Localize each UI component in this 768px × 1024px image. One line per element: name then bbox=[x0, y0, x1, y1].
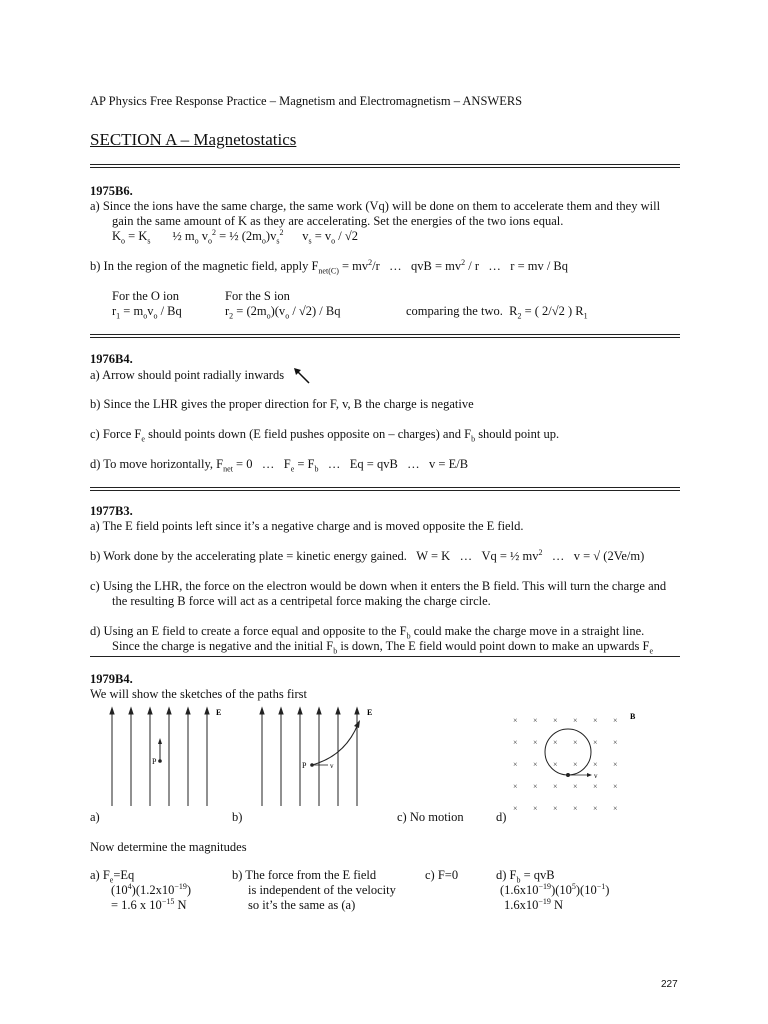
s-ion-label: For the S ion bbox=[225, 289, 290, 303]
svg-text:×: × bbox=[573, 760, 578, 769]
svg-text:×: × bbox=[573, 738, 578, 747]
svg-text:×: × bbox=[553, 760, 558, 769]
magnitude-a-line2: $(10^4)(1.2x10^{-19})$ bbox=[111, 881, 192, 897]
page-number: 227 bbox=[661, 979, 678, 990]
magnitude-a bbox=[90, 868, 191, 913]
magnitude-d-line2: $(1.6x10^{-19})(10^5)(10^{-1})$ bbox=[500, 881, 610, 897]
answer-a: a) The E field points left since it’s a negative charge and is moved opposite the E field. bbox=[90, 519, 524, 533]
problem-title: 1977B3. bbox=[90, 504, 133, 518]
svg-text:×: × bbox=[573, 716, 578, 725]
answer-a-line2: gain the same amount of K as they are accelerating. Set the energies of the two ions equal. bbox=[112, 214, 564, 228]
magnitude-d-line1: d) $F_b$ = qvB bbox=[496, 868, 555, 885]
field-label: E bbox=[216, 708, 222, 717]
svg-text:×: × bbox=[533, 716, 538, 725]
field-label: E bbox=[367, 708, 373, 717]
svg-text:×: × bbox=[573, 782, 578, 791]
svg-text:×: × bbox=[553, 782, 558, 791]
sketch-c-label: c) No motion bbox=[397, 810, 464, 824]
magnitude-c: c) F=0 bbox=[425, 868, 459, 882]
velocity-label: v bbox=[594, 772, 598, 780]
problem-title: 1979B4. bbox=[90, 672, 133, 686]
answer-d-line1: d) Using an E field to create a force equal and opposite to the $F_b$ could make the charge move in a straight line. bbox=[90, 624, 645, 641]
divider bbox=[90, 164, 680, 168]
svg-text:×: × bbox=[533, 804, 538, 813]
arrow-inward-icon bbox=[291, 367, 313, 385]
problem-1977b3 bbox=[90, 504, 690, 534]
svg-text:×: × bbox=[513, 760, 518, 769]
svg-text:×: × bbox=[553, 716, 558, 725]
velocity-label: v bbox=[330, 762, 334, 770]
svg-text:×: × bbox=[613, 716, 618, 725]
svg-text:×: × bbox=[513, 782, 518, 791]
charge-label: P bbox=[302, 761, 307, 770]
svg-text:×: × bbox=[533, 738, 538, 747]
answer-d-line2: Since the charge is negative and the initial $F_b$ is down, The E field would point down to make an upwards $F_e$ bbox=[112, 639, 654, 656]
sketch-b-field-lines bbox=[250, 706, 380, 816]
radius-comparison: comparing the two. $R_2$ = ( 2/√2 ) $R_1$ bbox=[406, 304, 588, 321]
divider bbox=[90, 656, 680, 657]
svg-text:×: × bbox=[593, 716, 598, 725]
charge-label: P bbox=[152, 757, 157, 766]
answer-c-line2: the resulting B force will act as a centripetal force making the charge circle. bbox=[112, 594, 491, 608]
problem-1979b4 bbox=[90, 672, 690, 702]
answer-a bbox=[90, 367, 690, 385]
answer-c-line1: c) Using the LHR, the force on the electron would be down when it enters the B field. This will turn the charge and bbox=[90, 579, 667, 593]
magnitude-b-line2: is independent of the velocity bbox=[248, 883, 396, 897]
answer-b: b) Since the LHR gives the proper direction for F, v, B the charge is negative bbox=[90, 397, 474, 411]
problem-title: 1976B4. bbox=[90, 352, 133, 366]
sketch-d-magnetic-field bbox=[506, 708, 646, 816]
field-label: B bbox=[630, 712, 636, 721]
svg-text:×: × bbox=[593, 760, 598, 769]
problem-1976b4 bbox=[90, 352, 690, 385]
svg-text:×: × bbox=[593, 738, 598, 747]
svg-text:×: × bbox=[533, 760, 538, 769]
sketch-d-label: d) bbox=[496, 810, 507, 824]
answer-d: d) To move horizontally, $F_{net} = 0$ … $F_e = F_b$ … Eq = qvB … v = E/B bbox=[90, 457, 469, 474]
intro-text: We will show the sketches of the paths first bbox=[90, 687, 308, 701]
o-ion-label: For the O ion bbox=[112, 289, 180, 303]
answer-c bbox=[90, 579, 690, 609]
magnitude-b-line1: b) The force from the E field bbox=[232, 868, 377, 882]
divider bbox=[90, 334, 680, 338]
svg-text:×: × bbox=[613, 760, 618, 769]
page-header: AP Physics Free Response Practice – Magnetism and Electromagnetism – ANSWERS bbox=[90, 94, 523, 108]
svg-text:×: × bbox=[613, 738, 618, 747]
s-ion-radius: $r_2 = (2m_o)(v_o / √2) / Bq$ bbox=[225, 304, 341, 321]
svg-text:×: × bbox=[613, 782, 618, 791]
svg-text:×: × bbox=[513, 804, 518, 813]
sketch-a-label: a) bbox=[90, 810, 100, 824]
divider bbox=[90, 487, 680, 491]
problem-title: 1975B6. bbox=[90, 184, 133, 198]
svg-text:×: × bbox=[553, 738, 558, 747]
magnitude-d bbox=[496, 868, 609, 913]
magnitude-d-line3: $1.6x10^{-19}$ N bbox=[504, 896, 564, 912]
answer-d bbox=[90, 624, 690, 654]
answer-c: c) Force $F_e$ should points down (E field pushes opposite on – charges) and $F_b$ should point up. bbox=[90, 427, 560, 444]
section-title: SECTION A – Magnetostatics bbox=[90, 130, 297, 149]
compare-label: comparing the two. bbox=[406, 304, 503, 318]
energy-equation: $K_o = K_s$ ½ $m_o$ $v_o^2$ = ½ $(2m_o)v_s^2$ $v_s = v_o / √2$ bbox=[112, 227, 358, 246]
magnitude-b bbox=[232, 868, 396, 913]
svg-text:×: × bbox=[573, 804, 578, 813]
magnitude-b-line3: so it’s the same as (a) bbox=[248, 898, 356, 912]
svg-text:×: × bbox=[613, 804, 618, 813]
svg-text:×: × bbox=[593, 804, 598, 813]
sketch-b-label: b) bbox=[232, 810, 243, 824]
svg-text:×: × bbox=[513, 738, 518, 747]
svg-text:×: × bbox=[593, 782, 598, 791]
x-marks-into-page bbox=[513, 716, 618, 813]
svg-text:×: × bbox=[553, 804, 558, 813]
answer-b: b) Work done by the accelerating plate = kinetic energy gained. W = K … Vq = ½ $mv^2$ … v = √ (2Ve/m) bbox=[90, 547, 645, 563]
problem-1975b6 bbox=[90, 184, 690, 244]
magnitude-a-line3: = 1.6 x $10^{-15}$ N bbox=[111, 896, 187, 912]
magnitude-a-line1: a) $F_e=Eq$ bbox=[90, 868, 135, 885]
answer-b: b) In the region of the magnetic field, apply $F_{net(C)} = mv^2/r$ … qvB = $mv^2$ / r … r = mv / Bq bbox=[90, 257, 569, 276]
sketch-a-field-lines bbox=[100, 706, 230, 816]
o-ion-radius: $r_1 = m_ov_o / Bq$ bbox=[112, 304, 182, 321]
svg-text:×: × bbox=[533, 782, 538, 791]
magnitudes-heading: Now determine the magnitudes bbox=[90, 840, 247, 854]
answer-a-line1: a) Since the ions have the same charge, the same work (Vq) will be done on them to accelerate them and they will bbox=[90, 199, 661, 213]
answer-a-text: a) Arrow should point radially inwards bbox=[90, 367, 285, 382]
svg-text:×: × bbox=[513, 716, 518, 725]
answer-b-text: b) In the region of the magnetic field, apply bbox=[90, 259, 309, 273]
